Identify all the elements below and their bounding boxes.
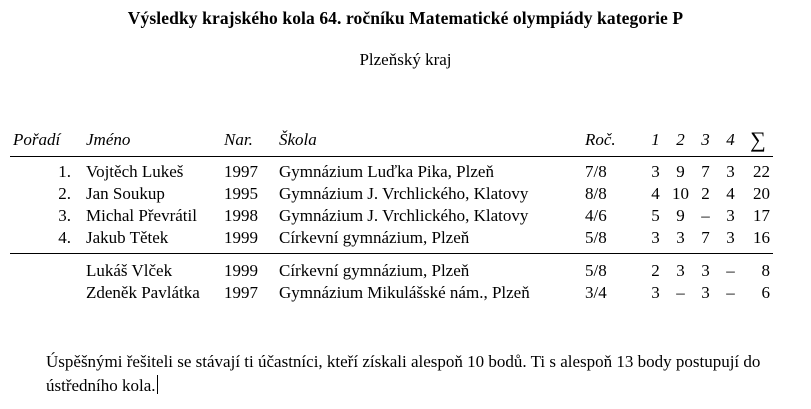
problem-4-cell: – [726,283,735,302]
problem-4-cell: 4 [726,184,735,203]
header-total: ∑ [743,124,773,157]
rank-cell: 1. [58,162,71,181]
problem-1-cell: 3 [622,227,668,254]
results-table [10,124,773,304]
table-row [10,254,773,283]
table-row [10,227,773,254]
rank-cell: 2. [58,184,71,203]
table-row [10,282,773,304]
header-problem-4: 4 [718,124,743,157]
table-row [10,205,773,227]
born-cell: 1999 [224,261,258,280]
grade-cell: 5/8 [585,261,607,280]
header-school: Škola [273,124,579,157]
name-cell: Jakub Tětek [74,227,221,254]
grade-cell: 4/6 [585,206,607,225]
header-name: Jméno [74,124,221,157]
total-cell: 20 [753,184,770,203]
region-subtitle: Plzeňský kraj [359,50,452,69]
born-cell: 1997 [224,283,258,302]
problem-3-cell: 7 [701,162,710,181]
total-cell: 22 [753,162,770,181]
problem-1-cell: 2 [651,261,660,280]
note-paragraph [46,350,786,398]
problem-1-cell: 5 [651,206,660,225]
total-cell: 6 [761,283,770,302]
problem-2-cell: 3 [676,261,685,280]
problem-3-cell: 7 [693,227,718,254]
problem-2-cell: 9 [676,206,685,225]
problem-1-cell: 4 [651,184,660,203]
born-cell: 1999 [221,227,273,254]
table-row [10,183,773,205]
text-cursor [157,375,158,394]
total-cell: 8 [761,261,770,280]
rank-cell: 4. [10,227,74,254]
header-problem-2: 2 [668,124,693,157]
school-cell: Gymnázium Luďka Pika, Plzeň [279,162,494,181]
grade-cell: 8/8 [585,184,607,203]
problem-2-cell: – [676,283,685,302]
born-cell: 1995 [224,184,258,203]
problem-4-cell: – [726,261,735,280]
name-cell: Jan Soukup [86,184,165,203]
rank-cell [10,282,74,304]
problem-2-cell: 9 [676,162,685,181]
born-cell: 1998 [224,206,258,225]
rank-cell: 3. [58,206,71,225]
rank-cell [10,254,74,283]
document-title: Výsledky krajského kola 64. ročníku Matematické olympiády kategorie P [127,8,684,28]
problem-3-cell: 2 [701,184,710,203]
name-cell: Vojtěch Lukeš [86,162,184,181]
grade-cell: 3/4 [585,283,607,302]
total-cell: 17 [753,206,770,225]
problem-4-cell: 3 [726,162,735,181]
problem-3-cell: – [701,206,710,225]
problem-2-cell: 10 [672,184,689,203]
header-problem-3: 3 [693,124,718,157]
school-cell: Gymnázium Mikulášské nám., Plzeň [279,283,530,302]
born-cell: 1997 [224,162,258,181]
school-cell: Církevní gymnázium, Plzeň [273,227,579,254]
table-row [10,157,773,184]
table-header-row [10,124,773,157]
problem-4-cell: 3 [718,227,743,254]
problem-1-cell: 3 [651,283,660,302]
school-cell: Gymnázium J. Vrchlického, Klatovy [279,184,529,203]
total-cell: 16 [743,227,773,254]
problem-1-cell: 3 [651,162,660,181]
note-text: Úspěšnými řešiteli se stávají ti účastníci, kteří získali alespoň 10 bodů. Ti s alespoň 13 body postupují do ústředního kola. [46,352,761,395]
grade-cell: 7/8 [585,162,607,181]
name-cell: Lukáš Vlček [86,261,173,280]
school-cell: Církevní gymnázium, Plzeň [279,261,470,280]
name-cell: Michal Převrátil [86,206,197,225]
grade-cell: 5/8 [579,227,622,254]
school-cell: Gymnázium J. Vrchlického, Klatovy [279,206,529,225]
problem-3-cell: 3 [701,261,710,280]
problem-3-cell: 3 [701,283,710,302]
header-rank: Pořadí [10,124,74,157]
problem-4-cell: 3 [726,206,735,225]
name-cell: Zdeněk Pavlátka [86,283,200,302]
header-grade: Roč. [579,124,622,157]
header-born: Nar. [221,124,273,157]
header-problem-1: 1 [622,124,668,157]
problem-2-cell: 3 [668,227,693,254]
